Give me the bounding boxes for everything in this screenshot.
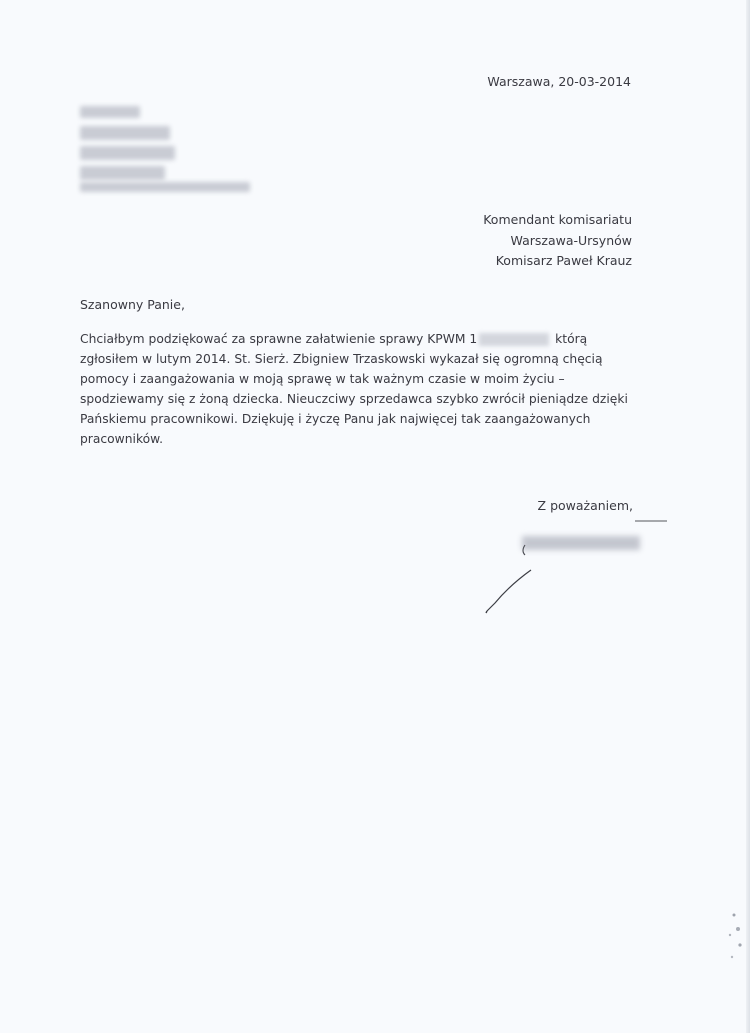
page-edge-shadow (746, 0, 750, 1033)
handwritten-signature (475, 515, 675, 625)
recipient-line: Komendant komisariatu (483, 212, 632, 227)
closing: Z poważaniem, (537, 498, 633, 513)
recipient-line: Warszawa-Ursynów (510, 232, 632, 248)
recipient-block (483, 210, 632, 272)
scan-speck (704, 905, 744, 975)
body-text-part: którą zgłosiłem w lutym 2014. St. Sierż. Zbigniew Trzaskowski wykazał się ogromną chęcią pomocy i zaangażowania w moją sprawę w tak ważnym czasie w moim życiu – spodziewamy się z żoną dziecka. Nieuczciwy sprzedawca szybko zwrócił pieniądze dzięki Pańskiemu pracownikowi. Dziękuję i życzę Panu jak najwięcej tak zaangażowanych pracowników. (80, 332, 628, 446)
redacted-case-number (479, 333, 549, 346)
recipient-line: Komisarz Paweł Krauz (495, 253, 632, 268)
letter-body (80, 329, 640, 449)
redacted-line (80, 182, 250, 192)
redacted-line (80, 106, 140, 118)
body-text-part: Chciałbym podziękować za sprawne załatwienie sprawy KPWM 1 (80, 332, 478, 346)
redacted-line (80, 126, 170, 140)
redacted-line (80, 146, 175, 160)
letter-date: Warszawa, 20-03-2014 (487, 74, 631, 89)
redacted-line (80, 166, 165, 180)
salutation: Szanowny Panie, (80, 297, 185, 312)
